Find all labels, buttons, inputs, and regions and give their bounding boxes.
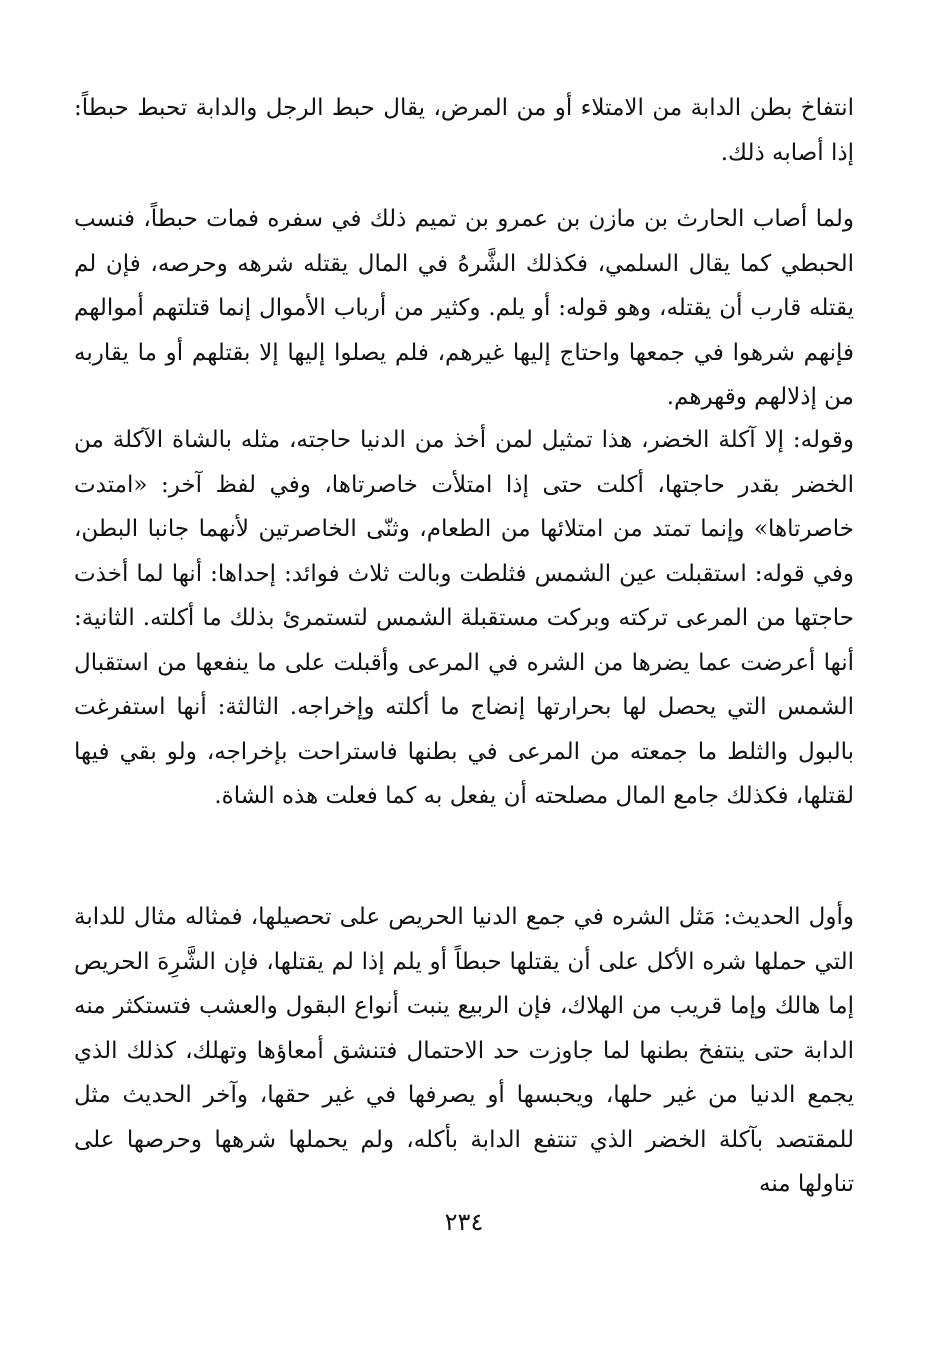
page-number: ٢٣٤ [444, 1208, 484, 1236]
paragraph-2 [74, 197, 854, 420]
paragraph-text: وقوله: إلا آكلة الخضر، هذا تمثيل لمن أخذ من الدنيا حاجته، مثله بالشاة الآكلة من الخضر بقدر حاجتها، أكلت حتى إذا امتلأت خاصرتاها، وفي لفظ آخر: «امتدت خاصرتاها» وإنما تمتد من امتلائها من الطعام، وثنّى الخاصرتين لأنهما جانبا البطن، وفي قوله: استقبلت عين الشمس فثلطت وبالت ثلاث فوائد: إحداها: أنها لما أخذت حاجتها من المرعى تركته وبركت مستقبلة الشمس لتستمرئ بذلك ما أكلته. الثانية: أنها أعرضت عما يضرها من الشره في المرعى وأقبلت على ما ينفعها من استقبال الشمس التي يحصل لها بحرارتها إنضاج ما أكلته وإخراجه. الثالثة: أنها استفرغت بالبول والثلط ما جمعته من المرعى في بطنها فاستراحت بإخراجه، ولو بقي فيها لقتلها، فكذلك جامع المال مصلحته أن يفعل به كما فعلت هذه الشاة. [74, 427, 854, 809]
paragraph-text: انتفاخ بطن الدابة من الامتلاء أو من المرض، يقال حبط الرجل والدابة تحبط حبطاً: إذا أصابه ذلك. [74, 95, 854, 166]
paragraph-3 [74, 418, 854, 819]
paragraph-1 [74, 86, 854, 175]
paragraph-text: ولما أصاب الحارث بن مازن بن عمرو بن تميم ذلك في سفره فمات حبطاً، فنسب الحبطي كما يقال السلمي، فكذلك الشَّرهُ في المال يقتله شرهه وحرصه، فإن لم يقتله قارب أن يقتله، وهو قوله: أو يلم. وكثير من أرباب الأموال إنما قتلتهم أموالهم فإنهم شرهوا في جمعها واحتاج إليها غيرهم، فلم يصلوا إليها إلا بقتلهم أو ما يقاربه من إذلالهم وقهرهم. [74, 206, 854, 410]
paragraph-4 [74, 895, 854, 1207]
paragraph-text: وأول الحديث: مَثل الشره في جمع الدنيا الحريص على تحصيلها، فمثاله مثال للدابة التي حملها شره الأكل على أن يقتلها حبطاً أو يلم إذا لم يقتلها، فإن الشَّرِهَ الحريص إما هالك وإما قريب من الهلاك، فإن الربيع ينبت أنواع البقول والعشب فتستكثر منه الدابة حتى ينتفخ بطنها لما جاوزت حد الاحتمال فتنشق أمعاؤها وتهلك، كذلك الذي يجمع الدنيا من غير حلها، ويحبسها أو يصرفها في غير حقها، وآخر الحديث مثل للمقتصد بآكلة الخضر الذي تنتفع الدابة بأكله، ولم يحملها شرهها وحرصها على تناولها منه [74, 904, 854, 1197]
